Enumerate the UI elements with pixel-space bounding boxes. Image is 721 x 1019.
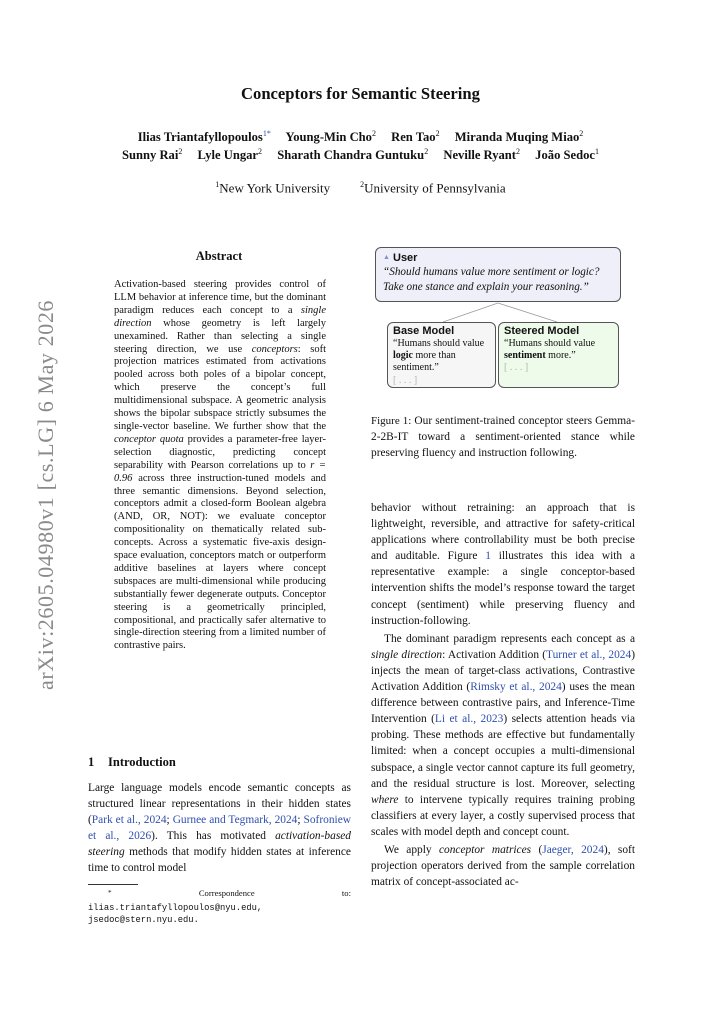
author-line-2 xyxy=(0,147,721,163)
paragraph: We apply conceptor matrices (Jaeger, 2024), soft projection operators derived from the sample correlation matrix of concept-associated ac- xyxy=(371,843,636,889)
figure-1 xyxy=(371,245,635,395)
abstract-body: Activation-based steering provides control of LLM behavior at inference time, but the dominant paradigm reduces each concept to a single direction whose geometry is left largely unexamined. Rather than selecting a single steering direction, we use conceptors: soft projection matrices estimated from activations pooled across both poles of a bipolar concept, which preserve the concept’s full multidimensional subspace. A geometric analysis shows the bipolar subspace strictly subsumes the single-vector baseline. We further show that the conceptor quota provides a parameter-free layer-selection diagnostic, predicting concept separability with Pearson correlations up to r = 0.96 across three instruction-tuned models and three semantic dimensions. Beyond selection, conceptors admit a closed-form Boolean algebra (AND, OR, NOT): we evaluate conceptor compositionality on thematically related sub-concepts. Across a systematic five-axis design-space evaluation, conceptors match or outperform additive baselines at layers where concept subspaces are multi-dimensional while producing substantially fewer degenerate outputs. Conceptor steering is a geometrically principled, compositional, and practically safer alternative to single-direction steering from a limited number of contrastive pairs. xyxy=(114,279,326,652)
author-affil: 2 xyxy=(579,129,584,138)
citation-link[interactable]: Park et al., 2024 xyxy=(91,814,167,827)
affiliations xyxy=(0,180,721,196)
math-r: r = 0.96 xyxy=(114,459,326,484)
citation-link[interactable]: Turner et al., 2024 xyxy=(546,648,632,661)
author-name: Ren Tao xyxy=(391,130,436,145)
figure-caption: Figure 1: Our sentiment-trained conceptor steers Gemma-2-2B-IT toward a sentiment-oriented stance while preserving fluency and instruction following. xyxy=(371,415,635,460)
author-affil: 1 xyxy=(595,147,599,156)
author-affil: 2 xyxy=(424,147,429,156)
abstract-heading: Abstract xyxy=(195,249,243,263)
user-box-title: User xyxy=(393,252,418,264)
paragraph: behavior without retraining: an approach that is lightweight, reversible, and attractive for safety-critical applications where controllability must be both precise and auditable. Figure 1 illustrates this idea with a representative example: a single conceptor-based intervention shifts the model’s response toward the target concept (sentiment) while preserving fluency and instruction-following. xyxy=(371,502,635,627)
user-icon: ▲ xyxy=(383,254,390,261)
user-question: “Should humans value more sentiment or logic? Take one stance and explain your reasoning.” xyxy=(383,266,600,293)
affil-name: University of Pennsylvania xyxy=(364,180,506,196)
affil-name: New York University xyxy=(219,180,331,196)
author-affil: 2 xyxy=(258,147,263,156)
author-name: Lyle Ungar xyxy=(197,148,259,163)
author-affil: 2 xyxy=(178,147,183,156)
steered-model-title: Steered Model xyxy=(504,325,580,337)
footnote: * Correspondence to: ilias.triantafyllopoulos@nyu.edu, jsedoc@stern.nyu.edu. xyxy=(88,888,351,925)
affil-mark: 2 xyxy=(360,180,365,189)
footnote-email[interactable]: jsedoc@stern.nyu.edu. xyxy=(88,914,199,925)
steered-model-response: “Humans should value sentiment more.” xyxy=(504,338,596,362)
section-heading-introduction: 1 Introduction xyxy=(88,755,176,769)
author-name: João Sedoc xyxy=(535,148,595,163)
base-model-box xyxy=(387,322,496,388)
author-name: Neville Ryant xyxy=(443,148,517,163)
citation-link[interactable]: Li et al., 2023 xyxy=(434,713,504,726)
author-name: Ilias Triantafyllopoulos xyxy=(137,130,263,145)
right-column-text xyxy=(371,500,635,890)
base-model-response: “Humans should value logic more than sentiment.” xyxy=(393,338,485,374)
paper-title: Conceptors for Semantic Steering xyxy=(241,84,480,103)
ellipsis: [ . . . ] xyxy=(504,362,529,374)
author-affil: 2 xyxy=(435,129,440,138)
author-name: Sharath Chandra Guntuku xyxy=(277,148,425,163)
author-affil: 2 xyxy=(516,147,521,156)
author-line-1 xyxy=(0,129,721,145)
citation-link[interactable]: Gurnee and Tegmark, 2024 xyxy=(172,814,298,827)
author-name: Young-Min Cho xyxy=(285,130,372,145)
citation-link[interactable]: Sofroniew et al., 2026 xyxy=(88,814,351,843)
user-prompt-box xyxy=(375,247,621,302)
author-name: Sunny Rai xyxy=(121,148,179,163)
steered-model-box xyxy=(498,322,619,388)
intro-paragraph: Large language models encode semantic concepts as structured linear representations in their hidden states (Park et al., 2024; Gurnee and Tegmark, 2024; Sofroniew et al., 2026). This has motivated activation-based steering methods that modify hidden states at inference time to control model xyxy=(88,782,351,875)
author-name: Miranda Muqing Miao xyxy=(454,130,580,145)
arxiv-stamp: arXiv:2605.04980v1 [cs.LG] 6 May 2026 xyxy=(33,299,58,690)
base-model-title: Base Model xyxy=(393,325,455,337)
footnote-email[interactable]: ilias.triantafyllopoulos@nyu.edu, xyxy=(88,902,263,913)
author-affil: 1* xyxy=(262,129,271,138)
ellipsis: [ . . . ] xyxy=(393,374,418,386)
citation-link[interactable]: Jaeger, 2024 xyxy=(542,843,604,856)
paragraph: The dominant paradigm represents each concept as a single direction: Activation Addition (Turner et al., 2024) injects the mean of target-class activations, Contrastive Activation Addition (Rimsky et al., 2024) uses the mean difference between contrastive pairs, and Inference-Time Intervention (Li et al., 2023) selects attention heads via probing. These methods are effective but fundamentally limited: when a concept occupies a multi-dimensional subspace, a single vector cannot capture its full geometry, and the residual structure is lost. Moreover, selecting where to intervene typically requires training probing classifiers at every layer, a costly supervised process that scales with model depth and concept count. xyxy=(371,632,635,838)
figure-ref-link[interactable]: 1 xyxy=(485,550,491,563)
affil-mark: 1 xyxy=(215,180,220,189)
author-affil: 2 xyxy=(371,129,376,138)
citation-link[interactable]: Rimsky et al., 2024 xyxy=(470,681,562,694)
footnote-rule xyxy=(88,884,138,885)
